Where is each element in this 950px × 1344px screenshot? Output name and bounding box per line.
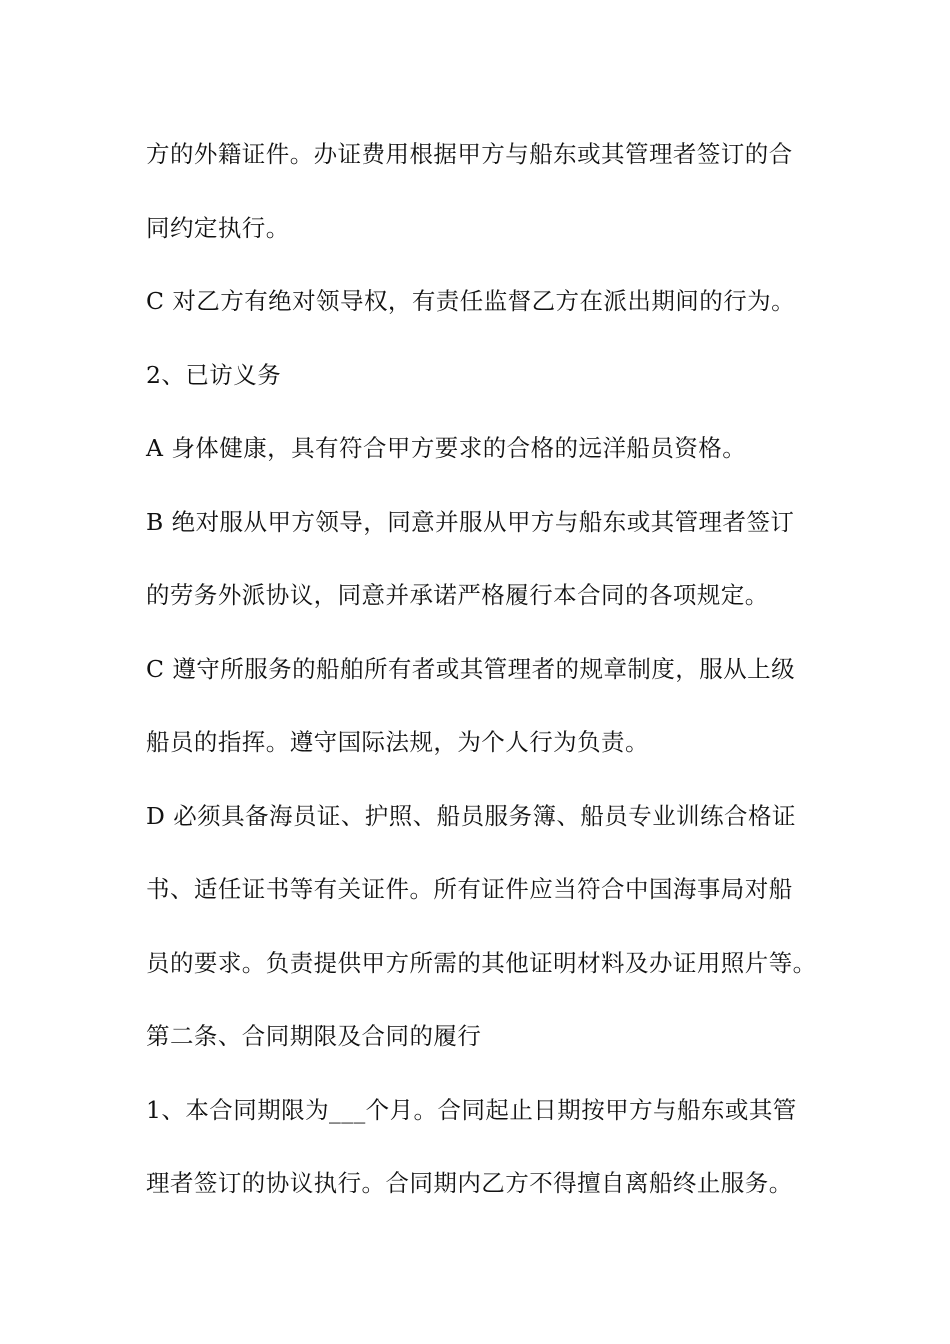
text-line: 方的外籍证件。办证费用根据甲方与船东或其管理者签订的合: [146, 140, 793, 168]
text-line: A 身体健康，具有符合甲方要求的合格的远洋船员资格。: [146, 434, 747, 462]
text-line: D 必须具备海员证、护照、船员服务簿、船员专业训练合格证: [146, 801, 796, 830]
text-line: B 绝对服从甲方领导，同意并服从甲方与船东或其管理者签订: [146, 507, 795, 536]
text-line: 1、本合同期限为___个月。合同起止日期按甲方与船东或其管: [146, 1095, 797, 1124]
text-line: C 遵守所服务的船舶所有者或其管理者的规章制度，服从上级: [146, 654, 796, 683]
text-line: 理者签订的协议执行。合同期内乙方不得擅自离船终止服务。: [146, 1169, 793, 1197]
text-line: 的劳务外派协议，同意并承诺严格履行本合同的各项规定。: [146, 581, 769, 609]
article-heading: 第二条、合同期限及合同的履行: [146, 1022, 482, 1050]
text-line: 船员的指挥。遵守国际法规，为个人行为负责。: [146, 728, 649, 756]
text-line: 同约定执行。: [146, 213, 290, 242]
contract-text-body: [146, 124, 816, 1227]
text-line: 员的要求。负责提供甲方所需的其他证明材料及办证用照片等。: [146, 948, 817, 977]
text-line: C 对乙方有绝对领导权，有责任监督乙方在派出期间的行为。: [146, 287, 796, 315]
section-heading: 2、已访义务: [146, 360, 282, 389]
text-line: 书、适任证书等有关证件。所有证件应当符合中国海事局对船: [146, 875, 793, 903]
